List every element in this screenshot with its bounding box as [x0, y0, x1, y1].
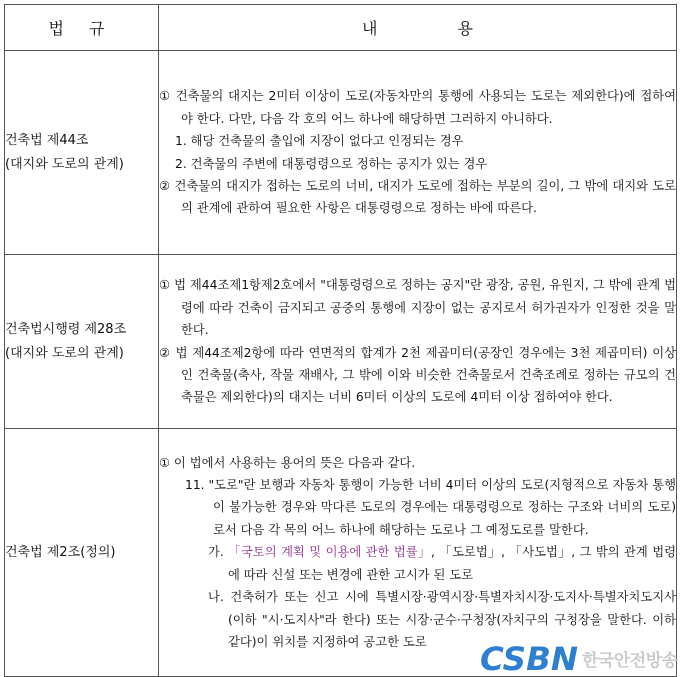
- clause-paragraph: ① 건축물의 대지는 2미터 이상이 도로(자동차만의 통행에 사용되는 도로는 제외한다)에 접하여야 한다. 다만, 다음 각 호의 어느 하나에 해당하면 그러하지 아니하다.: [159, 89, 676, 126]
- clause-item: 2. 건축물의 주변에 대통령령으로 정하는 공지가 있는 경우: [175, 156, 488, 171]
- table-header-row: [5, 5, 677, 51]
- broadcaster-watermark: [478, 638, 678, 674]
- table-row: [5, 255, 677, 429]
- header-content-part-1: 내: [362, 19, 378, 38]
- header-content-part-2: 용: [457, 19, 473, 38]
- clause-paragraph: ② 건축물의 대지가 접하는 도로의 너비, 대지가 도로에 접하는 부분의 길이, 그 밖에 대지와 도로의 관계에 관하여 필요한 사항은 대통령령으로 정하는 바에 따른다.: [159, 178, 676, 216]
- law-subtitle: (대지와 도로의 관계): [5, 345, 124, 361]
- subitem-text: , 「도로법」, 「사도법」, 그 밖의 관계 법령에 따라 신설 또는 변경에 관한 고시가 된 도로: [228, 545, 676, 582]
- law-name-cell: [5, 255, 159, 429]
- subitem-prefix: 가.: [208, 545, 229, 560]
- clause-item: 11. "도로"란 보행과 자동차 통행이 가능한 너비 4미터 이상의 도로(지형적으로 자동차 통행이 불가능한 경우와 막다른 도로의 경우에는 대통령령으로 정하는 구조와 너비의 도로)로서 다음 각 목의 어느 하나에 해당하는 도로나 그 예정도로를 말한다.: [185, 478, 676, 537]
- clause-paragraph: ① 이 법에서 사용하는 용어의 뜻은 다음과 같다.: [159, 455, 416, 470]
- law-reference-link[interactable]: 「국토의 계획 및 이용에 관한 법률」: [228, 545, 431, 560]
- clause-subitem: [159, 541, 676, 586]
- logo-text: CSBN: [480, 640, 579, 674]
- clause-item: 1. 해당 건축물의 출입에 지장이 없다고 인정되는 경우: [175, 134, 464, 149]
- law-content-cell: [159, 255, 677, 429]
- law-subtitle: (대지와 도로의 관계): [5, 156, 124, 172]
- law-content-cell: [159, 51, 677, 255]
- csbn-logo: [478, 640, 582, 674]
- law-title: 건축법시행령 제28조: [5, 321, 127, 337]
- law-comparison-table: [4, 4, 677, 677]
- header-content: [159, 5, 677, 51]
- table-row: [5, 51, 677, 255]
- broadcaster-name: 한국안전방송: [582, 651, 678, 671]
- law-name-cell: [5, 429, 159, 677]
- clause-paragraph: ② 법 제44조제2항에 따라 연면적의 합계가 2천 제곱미터(공장인 경우에는 3천 제곱미터) 이상인 건축물(축사, 작물 재배사, 그 밖에 이와 비슷한 건축물로서 건축조례로 정하는 규모의 건축물은 제외한다)의 대지는 너비 6미터 이상의 도로에 4미터 이상 접하여야 한다.: [159, 345, 676, 405]
- law-title: 건축법 제44조: [5, 132, 89, 148]
- clause-subitem: 나. 건축허가 또는 신고 시에 특별시장·광역시장·특별자치시장·도지사·특별자치도지사(이하 "시·도지사"라 한다) 또는 시장·군수·구청장(자치구의 구청장을 말한다. 이하 같다)이 위치를 지정하여 공고한 도로: [208, 590, 676, 649]
- header-law: 법 규: [5, 5, 159, 51]
- clause-paragraph: ① 법 제44조제1항제2호에서 "대통령령으로 정하는 공지"란 광장, 공원, 유원지, 그 밖에 관계 법령에 따라 건축이 금지되고 공중의 통행에 지장이 없는 공지로서 허가권자가 인정한 것을 말한다.: [159, 278, 676, 338]
- law-name-cell: [5, 51, 159, 255]
- law-title: 건축법 제2조(정의): [5, 544, 116, 560]
